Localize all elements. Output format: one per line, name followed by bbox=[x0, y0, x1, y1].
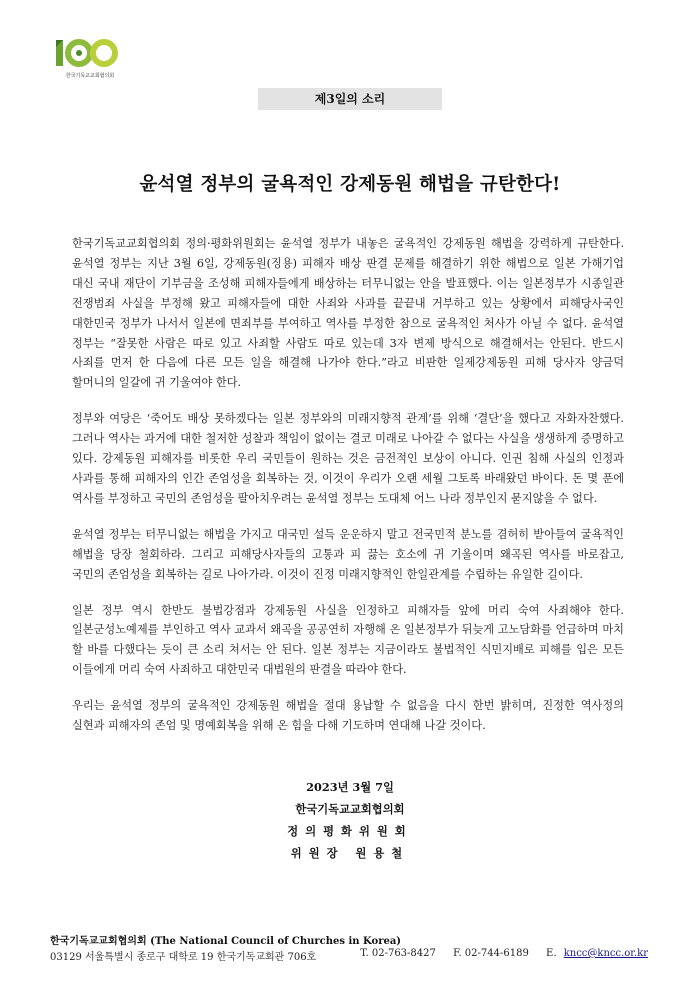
signature-committee: 정의평화위원회 bbox=[287, 824, 413, 838]
footer-email-prefix: E. bbox=[546, 948, 557, 959]
paragraph: 정부와 여당은 ‘죽어도 배상 못하겠다는 일본 정부와의 미래지향적 관계’를 위해 ‘결단’을 했다고 자화자찬했다. 그러나 역사는 과거에 대한 철저한 성찰과 책임이 없이는 결코 미래로 나아갈 수 없다는 사실을 생생하게 증명하고 있다. 강제동원 피해자를 비롯한 우리 국민들이 원하는 것은 금전적인 보상이 아니다. 인권 침해 사실의 인정과 사과를 통해 피해자의 인간 존엄성을 회복하는 것, 이것이 우리가 오랜 세월 그토록 바래왔던 바이다. 돈 몇 푼에 역사를 부정하고 국민의 존엄성을 팔아치우려는 윤석열 정부는 도대체 어느 나라 정부인지 묻지않을 수 없다. bbox=[72, 412, 624, 505]
footer-email-link[interactable]: kncc@kncc.or.kr bbox=[563, 948, 648, 959]
paragraph: 윤석열 정부는 터무니없는 해법을 가지고 대국민 설득 운운하지 말고 전국민적 분노를 겸허히 받아들여 굴욕적인 해법을 당장 철회하라. 그리고 피해당사자들의 고통과 피 끓는 호소에 귀 기울이며 왜곡된 역사를 바로잡고, 국민의 존엄성을 회복하는 길로 나아가라. 이것이 진정 미래지향적인 한일관계를 수립하는 유일한 길이다. bbox=[72, 527, 624, 581]
footer-phone: T. 02-763-8427 bbox=[360, 948, 436, 959]
paragraph: 한국기독교교회협의회 정의·평화위원회는 윤석열 정부가 내놓은 굴욕적인 강제동원 해법을 강력하게 규탄한다. 윤석열 정부는 지난 3월 6일, 강제동원(징용) 피해자 배상 판결 문제를 해결하기 위한 해법으로 일본 가해기업 대신 국내 재단이 기부금을 조성해 피해자들에게 배상하는 터무니없는 안을 발표했다. 이는 일본정부가 시종일관 전쟁범죄 사실을 부정해 왔고 피해자들에 대한 사죄와 사과를 끝끝내 거부하고 있는 상황에서 피해당사국인 대한민국 정부가 나서서 일본에 면죄부를 부여하고 역사를 부정한 참으로 굴욕적인 처사가 아닐 수 없다. 윤석열 정부는 “잘못한 사람은 따로 있고 사죄할 사람도 따로 있는데 3자 변제 방식으로 해결해서는 안된다. 반드시 사죄를 먼저 한 다음에 다른 모든 일을 해결해 나가야 한다.”라고 비판한 일제강제동원 피해 당사자 양금덕 할머니의 일갈에 귀 기울여야 한다. bbox=[72, 237, 624, 390]
logo-caption: 한국기독교교회협의회 bbox=[65, 73, 115, 79]
footer-contacts bbox=[346, 948, 648, 963]
footer-fax: F. 02-744-6189 bbox=[453, 948, 529, 959]
signature-org: 한국기독교교회협의회 bbox=[295, 802, 405, 816]
footer-contact-line bbox=[50, 948, 648, 963]
signature-chair: 위원장 원용철 bbox=[290, 846, 410, 860]
document-tag: 제3일의 소리 bbox=[258, 88, 442, 110]
statement-body bbox=[72, 234, 624, 752]
footer-organization: 한국기독교교회협의회 (The National Council of Churches in Korea) bbox=[50, 936, 402, 947]
document-title: 윤석열 정부의 굴욕적인 강제동원 해법을 규탄한다! bbox=[139, 174, 561, 195]
footer-address: 03129 서울특별시 종로구 대학로 19 한국기독교회관 706호 bbox=[50, 952, 317, 963]
signature-date: 2023년 3월 7일 bbox=[306, 780, 394, 794]
signature-block bbox=[0, 776, 700, 864]
paragraph: 우리는 윤석열 정부의 굴욕적인 강제동원 해법을 절대 용납할 수 없음을 다시 한번 밝히며, 진정한 역사정의 실현과 피해자의 존엄 및 명예회복을 위해 온 힘을 다해 기도하며 연대해 나갈 것이다. bbox=[72, 699, 624, 733]
paragraph: 일본 정부 역시 한반도 불법강점과 강제동원 사실을 인정하고 피해자들 앞에 머리 숙여 사죄해야 한다. 일본군성노예제를 부인하고 역사 교과서 왜곡을 공공연히 자행해 온 일본정부가 뒤늦게 고노담화를 언급하며 마치 할 바를 다했다는 듯이 큰 소리 쳐서는 안 된다. 일본 정부는 지금이라도 불법적인 식민지배로 피해를 입은 모든 이들에게 머리 숙여 사죄하고 대한민국 대법원의 판결을 따라야 한다. bbox=[72, 603, 624, 677]
